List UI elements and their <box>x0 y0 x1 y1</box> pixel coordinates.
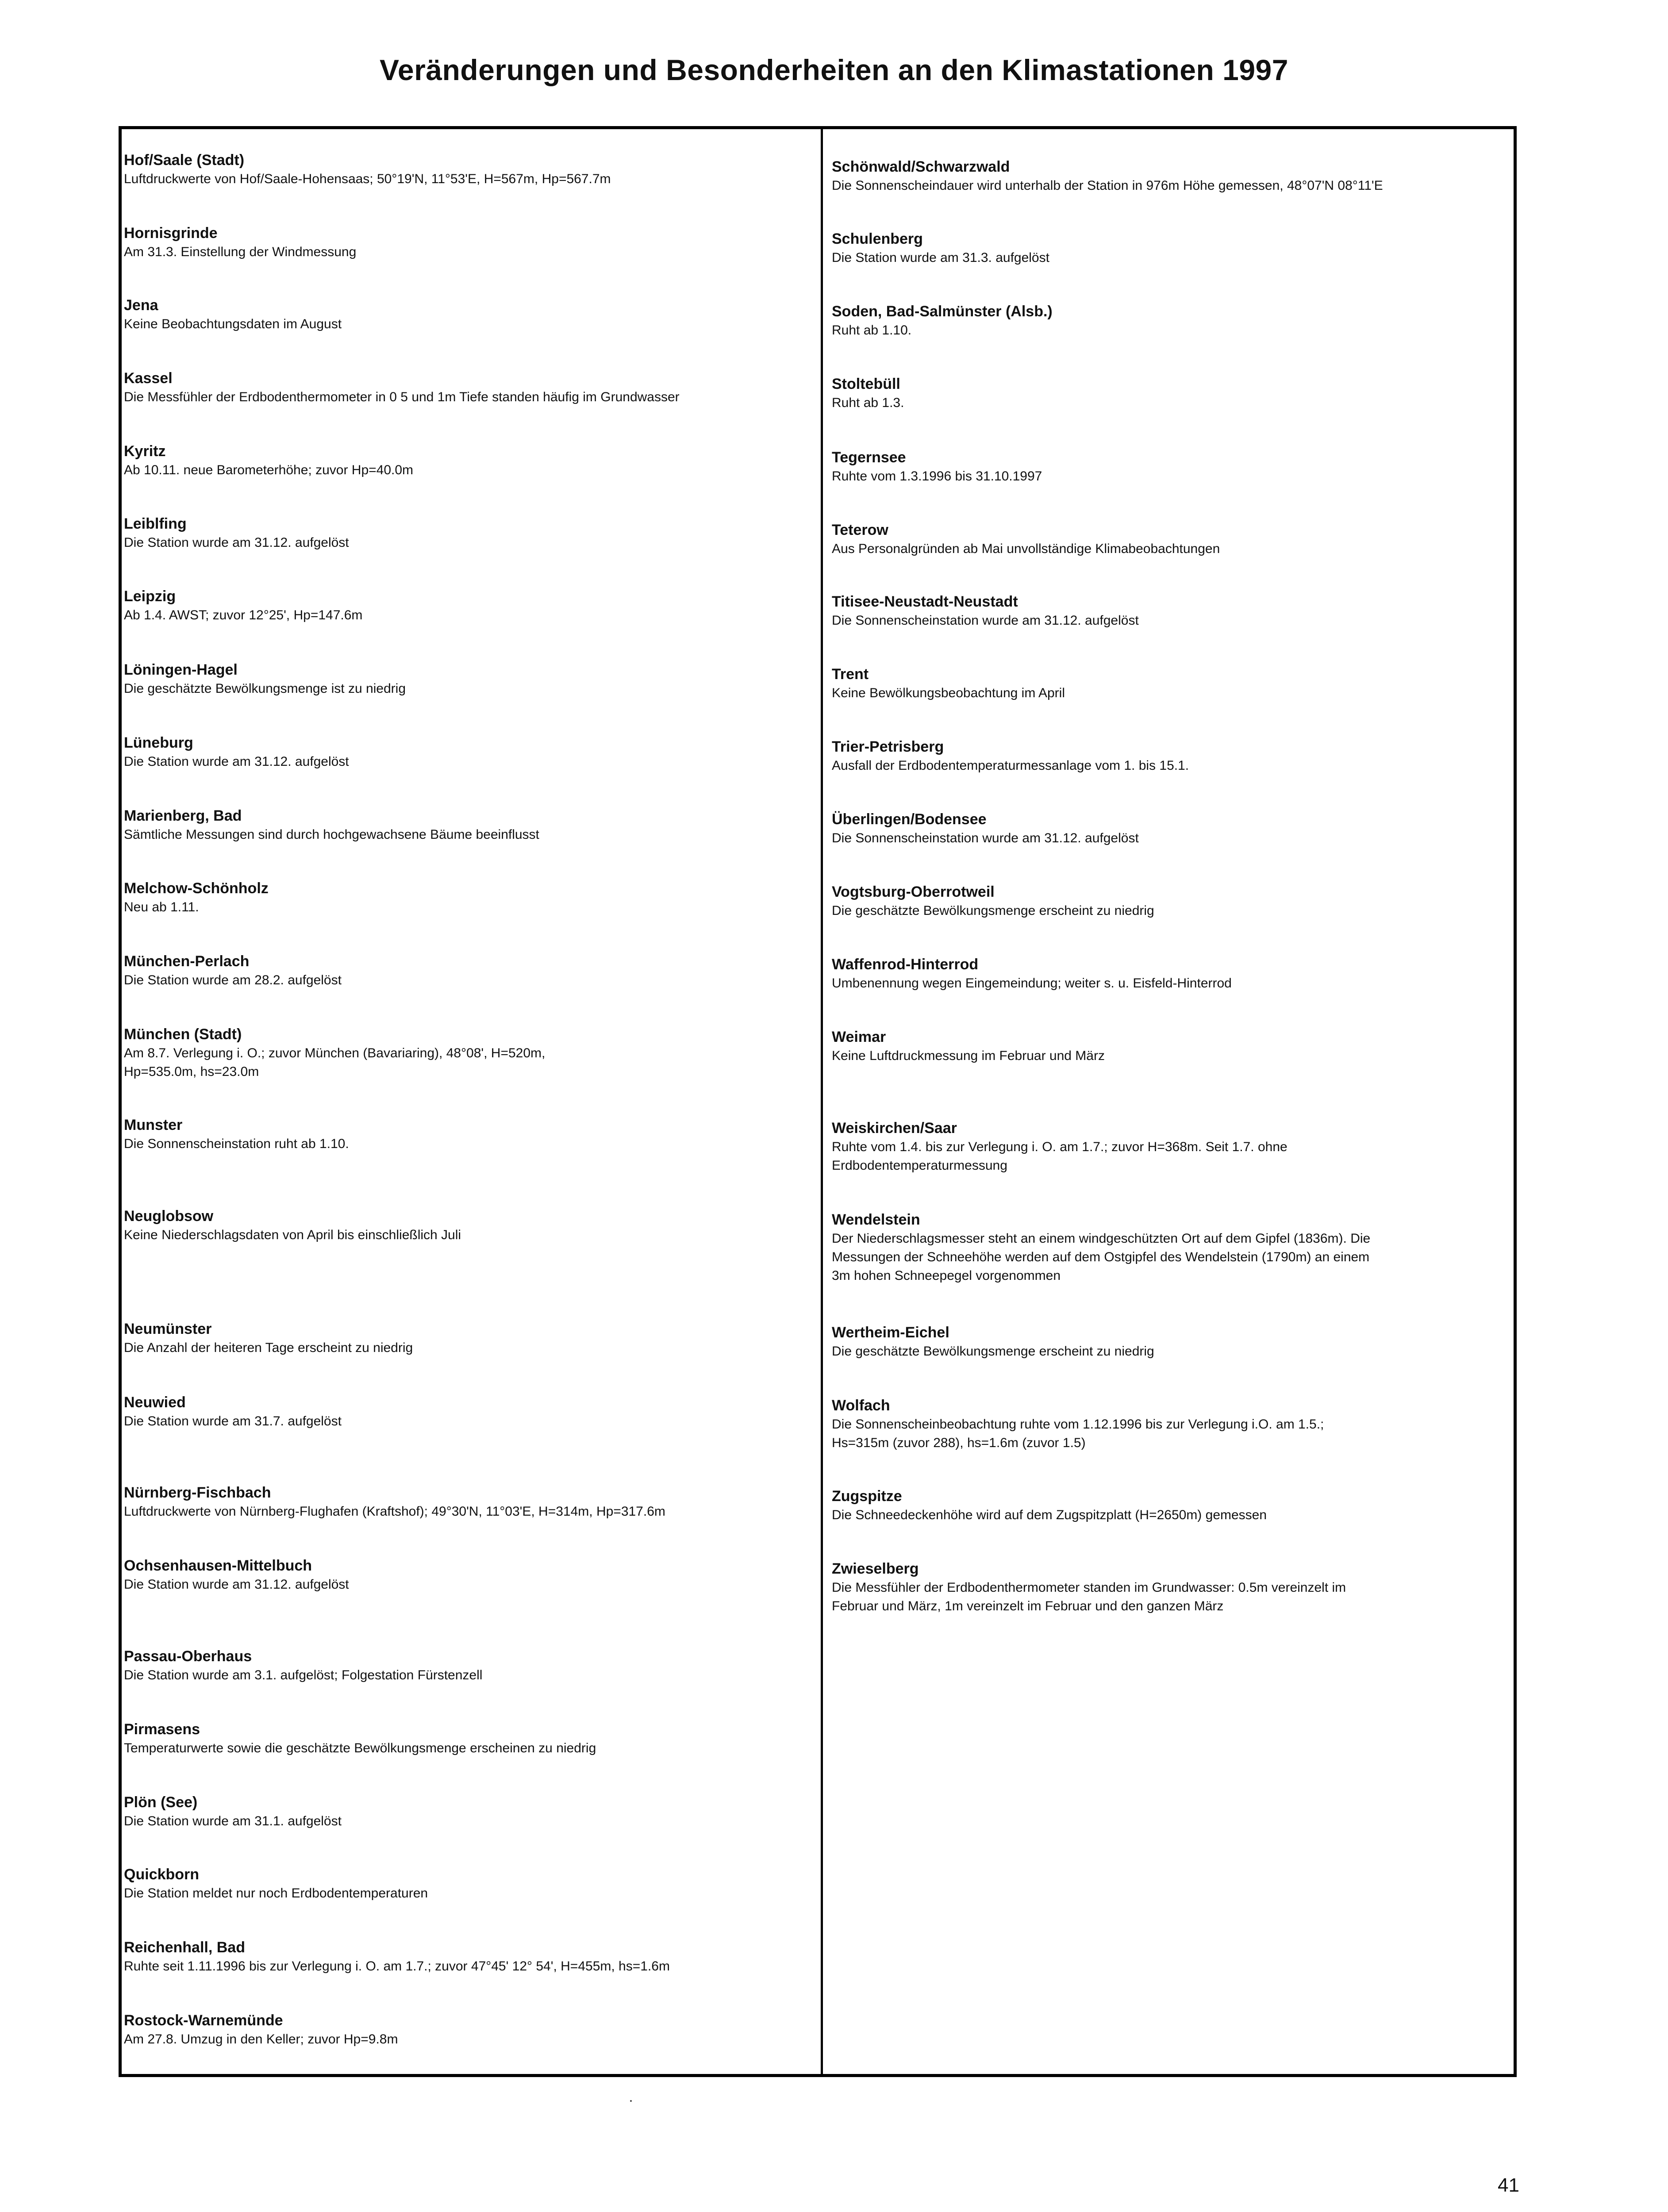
station-entry <box>124 660 814 698</box>
station-name: Wolfach <box>832 1397 890 1414</box>
station-note: Die Schneedeckenhöhe wird auf dem Zugspitzplatt (H=2650m) gemessen <box>832 1508 1267 1522</box>
station-note: Die Station wurde am 31.12. aufgelöst <box>124 754 349 769</box>
station-entry <box>832 882 1509 920</box>
station-entry <box>124 806 814 844</box>
station-name: Teterow <box>832 522 888 538</box>
station-entry <box>124 1720 814 1758</box>
station-name: Passau-Oberhaus <box>124 1648 252 1665</box>
station-note: Die Station wurde am 3.1. aufgelöst; Folgestation Fürstenzell <box>124 1668 483 1682</box>
station-note: Sämtliche Messungen sind durch hochgewachsene Bäume beeinflusst <box>124 827 539 842</box>
station-name: Hof/Saale (Stadt) <box>124 152 245 169</box>
station-note: Die Station wurde am 31.3. aufgelöst <box>832 250 1049 265</box>
station-note: Die Sonnenscheinstation ruht ab 1.10. <box>124 1137 349 1151</box>
station-note: Die Sonnenscheinbeobachtung ruhte vom 1.12.1996 bis zur Verlegung i.O. am 1.5.; Hs=315m (zuvor 288), hs=1.6m (zuvor 1.5) <box>832 1417 1324 1450</box>
station-note: Luftdruckwerte von Nürnberg-Flughafen (Kraftshof); 49°30'N, 11°03'E, H=314m, Hp=317.6m <box>124 1504 665 1519</box>
station-entry <box>832 1210 1509 1285</box>
station-entry <box>124 1556 814 1594</box>
station-name: Zwieselberg <box>832 1560 919 1577</box>
station-note: Die Messfühler der Erdbodenthermometer in 0 5 und 1m Tiefe standen häufig im Grundwasser <box>124 390 680 404</box>
station-note: Die Anzahl der heiteren Tage erscheint zu niedrig <box>124 1340 413 1355</box>
station-entry <box>124 369 814 407</box>
station-name: Waffenrod-Hinterrod <box>832 956 979 973</box>
station-note: Am 8.7. Verlegung i. O.; zuvor München (Bavariaring), 48°08', H=520m, Hp=535.0m, hs=23.0m <box>124 1046 546 1079</box>
station-name: Marienberg, Bad <box>124 807 242 824</box>
station-note: Ruht ab 1.3. <box>832 396 904 410</box>
station-note: Ab 10.11. neue Barometerhöhe; zuvor Hp=40.0m <box>124 463 414 477</box>
station-name: Neumünster <box>124 1321 212 1337</box>
station-entry <box>124 1865 814 1903</box>
station-name: Melchow-Schönholz <box>124 880 269 897</box>
station-name: Jena <box>124 297 158 314</box>
station-name: Plön (See) <box>124 1794 198 1811</box>
station-name: Neuwied <box>124 1394 186 1411</box>
station-note: Die Station wurde am 31.1. aufgelöst <box>124 1814 342 1828</box>
station-note: Luftdruckwerte von Hof/Saale-Hohensaas; 50°19'N, 11°53'E, H=567m, Hp=567.7m <box>124 172 611 186</box>
station-entry <box>124 296 814 334</box>
station-name: Reichenhall, Bad <box>124 1939 245 1956</box>
station-note: Keine Beobachtungsdaten im August <box>124 317 342 331</box>
station-entry <box>832 520 1509 558</box>
station-entry <box>832 448 1509 486</box>
station-name: Wertheim-Eichel <box>832 1324 949 1341</box>
station-name: Weimar <box>832 1029 886 1045</box>
station-note: Ruhte seit 1.11.1996 bis zur Verlegung i. O. am 1.7.; zuvor 47°45' 12° 54', H=455m, hs=1.6m <box>124 1959 670 1974</box>
station-name: Lüneburg <box>124 734 193 751</box>
station-entry <box>124 1483 814 1521</box>
station-note: Die geschätzte Bewölkungsmenge erscheint zu niedrig <box>832 1344 1154 1359</box>
station-note: Die Sonnenscheindauer wird unterhalb der Station in 976m Höhe gemessen, 48°07'N 08°11'E <box>832 178 1383 193</box>
station-name: Pirmasens <box>124 1721 200 1738</box>
station-entry <box>124 1115 814 1153</box>
station-name: Trier-Petrisberg <box>832 738 944 755</box>
station-entry <box>832 1559 1509 1616</box>
station-name: Kyritz <box>124 443 166 460</box>
station-name: Kassel <box>124 370 173 387</box>
station-note: Die Station wurde am 28.2. aufgelöst <box>124 973 342 987</box>
station-note: Ruhte vom 1.4. bis zur Verlegung i. O. am 1.7.; zuvor H=368m. Seit 1.7. ohne Erdbodentemperaturmessung <box>832 1140 1288 1173</box>
station-note: Temperaturwerte sowie die geschätzte Bewölkungsmenge erscheinen zu niedrig <box>124 1741 596 1755</box>
station-note: Umbenennung wegen Eingemeindung; weiter s. u. Eisfeld-Hinterrod <box>832 976 1232 991</box>
station-entry <box>832 810 1509 848</box>
station-entry <box>832 157 1509 195</box>
station-name: Löningen-Hagel <box>124 661 238 678</box>
column-divider <box>821 126 823 2077</box>
station-name: Stoltebüll <box>832 376 900 392</box>
station-entry <box>124 879 814 917</box>
station-entry <box>832 955 1509 993</box>
station-entry <box>124 1025 814 1081</box>
station-entry <box>124 2011 814 2049</box>
station-note: Aus Personalgründen ab Mai unvollständige Klimabeobachtungen <box>832 541 1220 556</box>
station-entry <box>124 1938 814 1976</box>
station-note: Die Messfühler der Erdbodenthermometer standen im Grundwasser: 0.5m vereinzelt im Februar und März, 1m vereinzelt im Februar und den ganzen März <box>832 1580 1346 1613</box>
station-name: Weiskirchen/Saar <box>832 1120 957 1137</box>
station-name: Schulenberg <box>832 230 923 247</box>
station-name: Tegernsee <box>832 449 906 466</box>
station-entry <box>832 664 1509 703</box>
station-entry <box>832 1323 1509 1361</box>
station-name: Munster <box>124 1117 183 1133</box>
station-entry <box>832 302 1509 340</box>
station-entry <box>124 514 814 552</box>
station-note: Keine Bewölkungsbeobachtung im April <box>832 686 1065 700</box>
station-entry <box>124 952 814 990</box>
station-note: Der Niederschlagsmesser steht an einem windgeschützten Ort auf dem Gipfel (1836m). Die Messungen der Schneehöhe werden auf dem Ostgipfel des Wendelstein (1790m) an einem 3m hohen Schneepegel vorgenommen <box>832 1231 1371 1283</box>
station-name: Ochsenhausen-Mittelbuch <box>124 1557 312 1574</box>
station-name: Überlingen/Bodensee <box>832 811 987 828</box>
station-note: Am 27.8. Umzug in den Keller; zuvor Hp=9.8m <box>124 2032 398 2047</box>
station-entry <box>832 1027 1509 1065</box>
station-name: München (Stadt) <box>124 1026 242 1043</box>
station-name: Trent <box>832 666 869 683</box>
station-name: Soden, Bad-Salmünster (Alsb.) <box>832 303 1053 320</box>
station-entry <box>124 587 814 625</box>
station-entry <box>124 223 814 261</box>
station-name: Quickborn <box>124 1866 200 1883</box>
station-note: Keine Niederschlagsdaten von April bis einschließlich Juli <box>124 1228 461 1242</box>
table-frame <box>119 126 1517 2077</box>
station-entry <box>124 442 814 480</box>
station-note: Keine Luftdruckmessung im Februar und März <box>832 1048 1105 1063</box>
page-number: 41 <box>1498 2174 1519 2196</box>
station-name: Nürnberg-Fischbach <box>124 1484 271 1501</box>
station-entry <box>124 1319 814 1357</box>
station-entry <box>124 1206 814 1244</box>
station-name: Leiblfing <box>124 515 187 532</box>
station-entry <box>832 737 1509 775</box>
station-entry <box>124 150 814 188</box>
station-note: Die Station wurde am 31.12. aufgelöst <box>124 1577 349 1592</box>
station-note: Die geschätzte Bewölkungsmenge ist zu niedrig <box>124 681 406 696</box>
station-name: Hornisgrinde <box>124 225 218 242</box>
station-note: Die Sonnenscheinstation wurde am 31.12. aufgelöst <box>832 613 1139 628</box>
station-entry <box>124 1793 814 1831</box>
station-note: Die Station wurde am 31.12. aufgelöst <box>124 535 349 550</box>
station-note: Neu ab 1.11. <box>124 900 199 914</box>
station-name: München-Perlach <box>124 953 250 970</box>
station-note: Die Sonnenscheinstation wurde am 31.12. aufgelöst <box>832 831 1139 845</box>
page-title: Veränderungen und Besonderheiten an den Klimastationen 1997 <box>380 54 1288 86</box>
station-name: Titisee-Neustadt-Neustadt <box>832 593 1018 610</box>
station-note: Ruht ab 1.10. <box>832 323 912 338</box>
station-name: Leipzig <box>124 588 176 605</box>
station-note: Die Station wurde am 31.7. aufgelöst <box>124 1414 342 1429</box>
scan-speck <box>630 2100 632 2102</box>
station-name: Zugspitze <box>832 1488 902 1505</box>
station-entry <box>832 1118 1509 1175</box>
station-entry <box>124 1393 814 1431</box>
station-entry <box>124 1647 814 1685</box>
station-entry <box>832 592 1509 630</box>
station-entry <box>832 1486 1509 1525</box>
station-entry <box>832 229 1509 267</box>
station-name: Vogtsburg-Oberrotweil <box>832 883 995 900</box>
station-entry <box>832 1396 1509 1452</box>
station-note: Ab 1.4. AWST; zuvor 12°25', Hp=147.6m <box>124 608 363 622</box>
station-name: Schönwald/Schwarzwald <box>832 158 1010 175</box>
station-name: Neuglobsow <box>124 1208 214 1225</box>
station-note: Ausfall der Erdbodentemperaturmessanlage vom 1. bis 15.1. <box>832 758 1189 773</box>
station-entry <box>124 733 814 771</box>
station-name: Wendelstein <box>832 1211 920 1228</box>
station-note: Am 31.3. Einstellung der Windmessung <box>124 245 357 259</box>
station-note: Die geschätzte Bewölkungsmenge erscheint zu niedrig <box>832 903 1154 918</box>
station-entry <box>832 374 1509 412</box>
station-note: Ruhte vom 1.3.1996 bis 31.10.1997 <box>832 469 1042 484</box>
station-name: Rostock-Warnemünde <box>124 2012 283 2029</box>
station-note: Die Station meldet nur noch Erdbodentemperaturen <box>124 1886 428 1901</box>
